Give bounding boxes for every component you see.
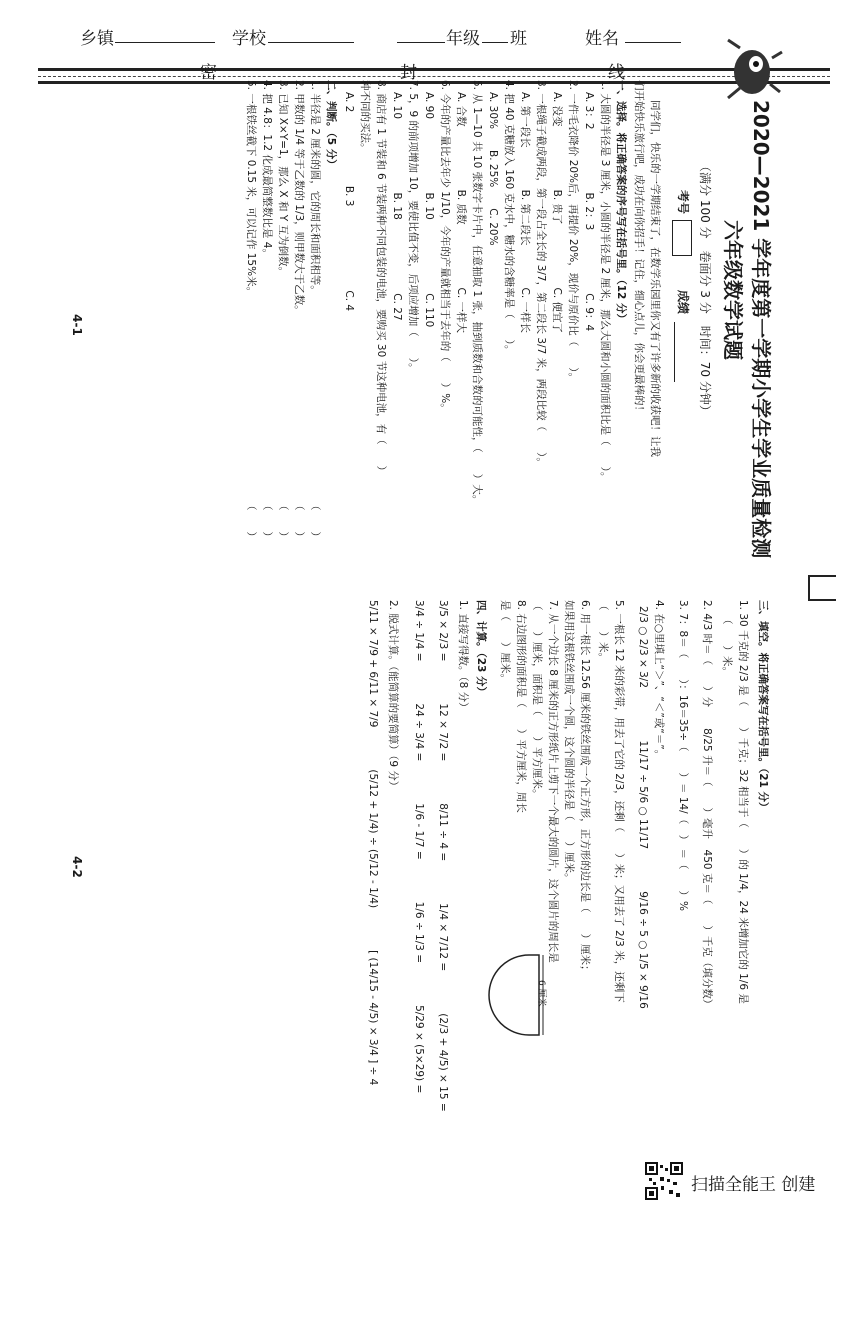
exam-no-label: 考号 — [676, 190, 690, 215]
fill-8-continued: 是（ ）厘米。 — [499, 600, 511, 684]
section-4-title: 四、计算。（23 分） — [475, 600, 487, 698]
exam-title-main: 六年级数学试题 — [721, 220, 745, 360]
name-blank[interactable] — [625, 24, 681, 43]
fill-2: 2. 4/3 时＝（ ）分 8/25 升＝（ ）毫升 450 克＝（ ）千克（填分数） — [701, 600, 713, 1010]
q2-options: A. 没变 B. 贵了 C. 便宜了 — [551, 92, 563, 334]
fill-5: 5. 一根长 12 米的彩带，用去了它的 2/3，还剩（ ）米；又用去了 2/3 米，还剩下 — [613, 600, 625, 1003]
fill-1-continued: （ ）米。 — [721, 614, 733, 677]
q4: 4. 把 40 克糖放入 160 克水中，糖水的含糖率是（ ）。 — [503, 80, 515, 356]
q8-continued: 种不同的买法。 — [359, 80, 371, 154]
figure-label: 6 厘米 — [536, 980, 546, 1007]
q7: 7. 5，9 的前项增加 10，要使比值不变，后项应增加（ ）。 — [407, 80, 419, 374]
exam-no-box[interactable] — [672, 220, 692, 256]
q3-options: A. 第一段长 B. 第二段长 C. 一样长 — [519, 92, 531, 334]
seal-feng: 封 — [400, 63, 417, 83]
q6: 6. 今年的产量比去年少 1/10，今年的产量就相当于去年的（ ）%。 — [439, 80, 451, 414]
judge-3: 3. 已知 X×Y=1，那么 X 和 Y 互为倒数。 — [277, 80, 289, 278]
name-label: 姓名 — [585, 29, 619, 49]
q3: 3. 一根绳子截成两段，第一段占全长的 3/7，第二段长 3/7 米，两段比较（ ）。 — [535, 80, 547, 468]
judge-2-paren[interactable]: （ ） — [293, 500, 305, 542]
q7-options: A. 10 B. 18 C. 27 — [391, 92, 403, 321]
class-blank[interactable] — [482, 24, 508, 43]
exam-title-year: 2020—2021 学年度第一学期小学生学业质量检测 — [749, 100, 773, 559]
class-label: 班 — [510, 29, 527, 49]
fill-7: 7. 从一个边长 8 厘米的正方形纸片上剪下一个最大的圆片，这个圆片的周长是 — [547, 600, 559, 963]
page-number-4-2: 4-2 — [69, 856, 84, 878]
fill-4-items: 2/3 ○ 2/3 × 3/2 11/17 ÷ 5/6 ○ 11/17 9/16 ÷ 5 ○ 1/5 × 9/16 — [637, 606, 649, 1009]
school-blank[interactable] — [268, 24, 354, 43]
calc-1-row-2: 3/4 ÷ 1/4 = 24 ÷ 3/4 = 1/6 - 1/7 = 1/6 ÷ 1/3 = 5/29 × (5×29) = — [413, 600, 425, 1094]
fill-6-continued: 如果用这根铁丝围成一个圆，这个圆的半径是（ ）厘米。 — [563, 600, 575, 884]
judge-4: 4. 把 4.8：1.2 化成最简整数比是 4。 — [261, 80, 273, 259]
section-2-title: 二、判断。（5 分） — [325, 80, 337, 170]
judge-3-paren[interactable]: （ ） — [277, 500, 289, 542]
q8-options: A. 2 B. 3 C. 4 — [343, 92, 355, 312]
q4-options: A. 30% B. 25% C. 20% — [487, 92, 499, 246]
frog-icon — [726, 38, 784, 102]
calc-2-title: 2. 脱式计算。（能简算的要简算）（9 分） — [387, 600, 399, 792]
qr-code-icon — [645, 1162, 683, 1200]
q6-options: A. 90 B. 10 C. 110 — [423, 92, 435, 328]
town-label: 乡镇 — [80, 29, 114, 49]
q5: 5. 从 1—10 共 10 张数字卡片中，任意抽取 1 张，抽到质数和合数的可能性，（ ）大。 — [471, 80, 483, 506]
intro-line-1: 同学们，快乐的一学期结束了，在数学乐园里你又有了许多新的收获吧！让我 — [649, 100, 661, 457]
judge-4-paren[interactable]: （ ） — [261, 500, 273, 542]
q2: 2. 一件毛衣降价 20%后，再提价 20%，现价与原价比（ ）。 — [567, 80, 579, 383]
section-3-title: 三、填空。将正确答案写在括号里。（21 分） — [757, 600, 769, 813]
seal-mi: 密 — [200, 63, 217, 83]
grade-label: 年级 — [446, 29, 480, 49]
judge-2: 2. 甲数的 1/4 等于乙数的 1/3，则甲数大于乙数。 — [293, 80, 305, 316]
judge-5: 5. 一根铁丝截下 0.15 米，可以记作 15%米。 — [245, 80, 257, 298]
town-blank[interactable] — [115, 24, 215, 43]
fill-8: 8. 右边图形的面积是（ ）平方厘米，周长 — [515, 600, 527, 813]
score-label: 成绩 — [676, 290, 690, 315]
score-blank[interactable] — [674, 322, 675, 382]
grade-blank[interactable] — [397, 24, 445, 43]
seal-xian: 线 — [608, 63, 625, 83]
page-number-4-1: 4-1 — [69, 314, 84, 336]
section-1-title: 一、选择。将正确答案的序号写在括号里。（12 分） — [615, 80, 627, 325]
calc-1-row-1: 3/5 × 2/3 = 12 × 7/2 = 8/11 ÷ 4 = 1/4 × 7/12 = (2/3 + 4/5) × 15 = — [437, 600, 449, 1112]
q8: 8. 商店有 1 节装和 6 节装两种不同包装的电池，要购买 30 节这种电池，有（ ） — [375, 80, 387, 477]
q1: 1. 大圆的半径是 3 厘米，小圆的半径是 2 厘米，那么大圆和小圆的面积比是（ ）。 — [599, 80, 611, 483]
fill-3: 3. 7：8＝（ ）：16＝35÷（ ）＝ 14/（ ） ＝（ ）% — [677, 600, 689, 912]
fill-4: 4. 在○里填上“＞”、“＜”或“＝”。 — [653, 600, 665, 761]
fill-7-continued: （ ）厘米，面积是（ ）平方厘米。 — [531, 600, 543, 800]
q1-options: A. 3：2 B. 2：3 C. 9：4 — [583, 92, 595, 332]
q5-options: A. 合数 B. 质数 C. 一样大 — [455, 92, 467, 334]
watermark-text: 扫描全能王 创建 — [691, 1175, 816, 1195]
intro-line-2: 们开始快乐旅行吧，成功在向你招手！记住，细心点儿，你会更最棒的！ — [633, 80, 645, 416]
calc-2-row-1: 5/11 × 7/9 + 6/11 × 7/9 (5/12 + 1/4) ÷ (5/12 - 1/4) [ (14/15 - 4/5) × 3/4 ] ÷ 4 — [367, 600, 379, 1086]
fill-5-continued: （ ）米。 — [597, 600, 609, 663]
judge-1: 1. 半径是 2 厘米的圆，它的周长和面积相等。 — [309, 80, 321, 296]
fill-6: 6. 用一根长 12.56 厘米的铁丝围成一个正方形，正方形的边长是（ ）厘米； — [579, 600, 591, 976]
judge-5-paren[interactable]: （ ） — [245, 500, 257, 542]
exam-meta: （满分 100 分 卷面分 3 分 时间：70 分钟） — [698, 160, 712, 417]
judge-1-paren[interactable]: （ ） — [309, 500, 321, 542]
school-label: 学校 — [232, 29, 266, 49]
fill-1: 1. 30 千克的 2/3 是（ ）千克；32 相当于（ ）的 1/4，24 米增加它的 1/6 是 — [737, 600, 749, 1004]
calc-1-title: 1. 直接写得数。（8 分） — [457, 600, 469, 713]
